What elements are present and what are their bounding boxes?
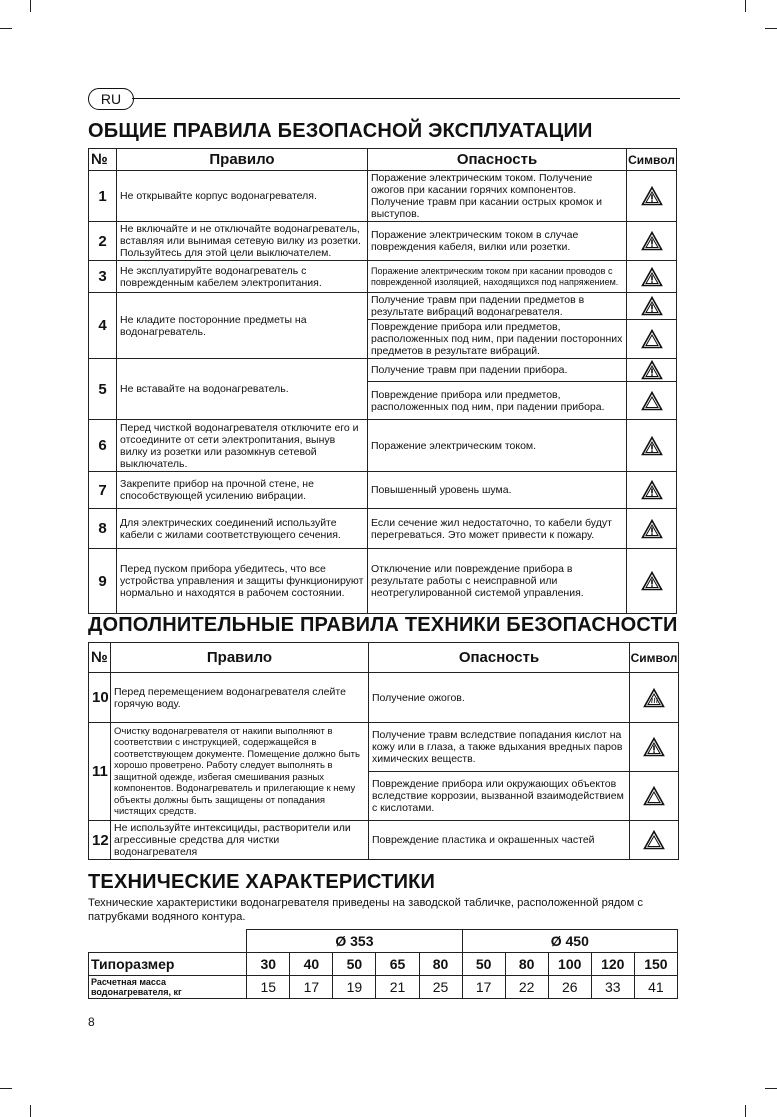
crop-mark <box>30 0 31 12</box>
rule-text: Не кладите посторонние предметы на водонагреватель. <box>117 293 368 359</box>
crop-mark <box>745 0 746 12</box>
mass-cell: 25 <box>419 976 462 999</box>
warning-triangle-icon <box>641 571 663 591</box>
diameter-header: Ø 450 <box>462 930 677 953</box>
size-cell: 150 <box>634 953 677 976</box>
col-header-rule: Правило <box>111 643 369 673</box>
col-header-rule: Правило <box>117 149 368 171</box>
hazard-text: Если сечение жил недостаточно, то кабели будут перегреваться. Это может привести к пожару. <box>368 509 627 549</box>
tech-title: ТЕХНИЧЕСКИЕ ХАРАКТЕРИСТИКИ <box>88 871 436 893</box>
mass-cell: 19 <box>333 976 376 999</box>
warning-triangle-icon <box>641 186 663 206</box>
row-number: 3 <box>89 261 117 293</box>
rule-text: Не открывайте корпус водонагревателя. <box>117 171 368 222</box>
hazard-text: Поражение электрическим током при касании проводов с поврежденной изоляцией, находящихся под напряжением. <box>368 261 627 293</box>
size-cell: 65 <box>376 953 419 976</box>
general-rules-table <box>88 148 677 614</box>
size-cell: 50 <box>333 953 376 976</box>
table-row <box>89 673 679 723</box>
row-number: 4 <box>89 293 117 359</box>
row-number: 5 <box>89 359 117 420</box>
crop-mark <box>30 1105 31 1117</box>
rule-text: Очистку водонагревателя от накипи выполняют в соответствии с инструкцией, содержащейся в соответствующем документе. Помещение должно быть хорошо проветрено. Работу следует выполнять в защитной одежде, избегая смешивания разных компонентов. Водонагреватель и прилегающие к нему объекты должны быть защищены от попадания чистящих средств. <box>111 723 369 821</box>
row-number: 1 <box>89 171 117 222</box>
caution-triangle-icon <box>643 830 665 850</box>
warning-triangle-icon <box>641 480 663 500</box>
table-row <box>89 293 677 320</box>
size-cell: 50 <box>462 953 505 976</box>
caution-triangle-icon <box>643 786 665 806</box>
size-label: Типоразмер <box>89 953 247 976</box>
diameter-header: Ø 353 <box>247 930 462 953</box>
crop-mark <box>745 1105 746 1117</box>
table-row <box>89 472 677 509</box>
crop-mark <box>0 1088 12 1089</box>
mass-label: Расчетная масса водонагревателя, кг <box>89 976 247 999</box>
rule-text: Перед пуском прибора убедитесь, что все устройства управления и защиты функционируют нормально и находятся в рабочем состоянии. <box>117 549 368 614</box>
col-header-symbol: Символ <box>627 149 677 171</box>
table-row <box>89 509 677 549</box>
mass-cell: 17 <box>290 976 333 999</box>
row-number: 9 <box>89 549 117 614</box>
warning-triangle-icon <box>641 519 663 539</box>
size-cell: 120 <box>591 953 634 976</box>
mass-cell: 41 <box>634 976 677 999</box>
crop-mark <box>765 28 777 29</box>
table-row <box>89 723 679 772</box>
mass-cell: 17 <box>462 976 505 999</box>
col-header-symbol: Символ <box>630 643 679 673</box>
size-cell: 80 <box>419 953 462 976</box>
col-header-hazard: Опасность <box>368 149 627 171</box>
row-number: 7 <box>89 472 117 509</box>
tech-specs-table <box>88 929 678 999</box>
hazard-text: Отключение или повреждение прибора в результате работы с неисправной или неотрегулированной системой управления. <box>368 549 627 614</box>
row-number: 6 <box>89 420 117 472</box>
col-header-num: № <box>89 149 117 171</box>
page-number: 8 <box>88 1015 95 1029</box>
row-number: 8 <box>89 509 117 549</box>
row-number: 12 <box>89 821 111 860</box>
table-row <box>89 261 677 293</box>
table-row <box>89 420 677 472</box>
size-cell: 40 <box>290 953 333 976</box>
warning-triangle-icon <box>641 436 663 456</box>
additional-rules-title: ДОПОЛНИТЕЛЬНЫЕ ПРАВИЛА ТЕХНИКИ БЕЗОПАСНОСТИ <box>88 614 678 636</box>
blank-cell <box>89 930 247 953</box>
rule-text: Не включайте и не отключайте водонагреватель, вставляя или вынимая сетевую вилку из розетки. Пользуйтесь для этой цели выключателем. <box>117 222 368 261</box>
row-number: 11 <box>89 723 111 821</box>
crop-mark <box>0 28 12 29</box>
caution-triangle-icon <box>641 329 663 349</box>
table-row <box>89 821 679 860</box>
col-header-hazard: Опасность <box>369 643 630 673</box>
warning-triangle-icon <box>641 231 663 251</box>
size-cell: 30 <box>247 953 290 976</box>
mass-cell: 22 <box>505 976 548 999</box>
mass-cell: 15 <box>247 976 290 999</box>
general-rules-title: ОБЩИЕ ПРАВИЛА БЕЗОПАСНОЙ ЭКСПЛУАТАЦИИ <box>88 120 593 142</box>
rule-text: Для электрических соединений используйте кабели с жилами соответствующего сечения. <box>117 509 368 549</box>
rule-text: Не вставайте на водонагреватель. <box>117 359 368 420</box>
warning-triangle-icon <box>643 737 665 757</box>
mass-cell: 33 <box>591 976 634 999</box>
caution-triangle-icon <box>641 391 663 411</box>
row-number: 10 <box>89 673 111 723</box>
hazard-text: Получение травм при падении прибора. <box>368 359 627 382</box>
hot-surface-triangle-icon <box>643 688 665 708</box>
hazard-text: Получение травм вследствие попадания кислот на кожу или в глаза, а также вдыхания вредных паров химических веществ. <box>369 723 630 772</box>
language-badge: RU <box>88 88 134 110</box>
table-row <box>89 359 677 382</box>
mass-cell: 21 <box>376 976 419 999</box>
table-row <box>89 171 677 222</box>
crop-mark <box>765 1088 777 1089</box>
hazard-text: Повышенный уровень шума. <box>368 472 627 509</box>
rule-text: Перед перемещением водонагревателя слейте горячую воду. <box>111 673 369 723</box>
hazard-text: Поражение электрическим током. Получение ожогов при касании горячих компонентов. Получение травм при касании острых кромок и выступов. <box>368 171 627 222</box>
rule-text: Перед чисткой водонагревателя отключите его и отсоедините от сети электропитания, вынув вилку из розетки или разомкнув сетевой выключатель. <box>117 420 368 472</box>
hazard-text: Поражение электрическим током. <box>368 420 627 472</box>
rule-text: Не используйте интексициды, растворители или агрессивные средства для чистки водонагревателя <box>111 821 369 860</box>
warning-triangle-icon <box>641 296 663 316</box>
header-rule <box>132 98 680 99</box>
hazard-text: Повреждение прибора или окружающих объектов вследствие коррозии, вызванной взаимодействием с кислотами. <box>369 772 630 821</box>
tech-intro: Технические характеристики водонагревателя приведены на заводской табличке, расположенной рядом с патрубками водяного контура. <box>88 897 643 923</box>
warning-triangle-icon <box>641 360 663 380</box>
hazard-text: Получение травм при падении предметов в результате вибраций водонагревателя. <box>368 293 627 320</box>
mass-cell: 26 <box>548 976 591 999</box>
hazard-text: Получение ожогов. <box>369 673 630 723</box>
size-cell: 100 <box>548 953 591 976</box>
hazard-text: Повреждение прибора или предметов, расположенных под ним, при падении прибора. <box>368 382 627 420</box>
rule-text: Не эксплуатируйте водонагреватель с поврежденным кабелем электропитания. <box>117 261 368 293</box>
table-row <box>89 222 677 261</box>
hazard-text: Повреждение прибора или предметов, расположенных под ним, при падении посторонних предметов в результате вибраций. <box>368 320 627 359</box>
hazard-text: Повреждение пластика и окрашенных частей <box>369 821 630 860</box>
size-cell: 80 <box>505 953 548 976</box>
hazard-text: Поражение электрическим током в случае повреждения кабеля, вилки или розетки. <box>368 222 627 261</box>
warning-triangle-icon <box>641 267 663 287</box>
col-header-num: № <box>89 643 111 673</box>
additional-rules-table <box>88 642 679 860</box>
row-number: 2 <box>89 222 117 261</box>
rule-text: Закрепите прибор на прочной стене, не способствующей усилению вибрации. <box>117 472 368 509</box>
table-row <box>89 549 677 614</box>
